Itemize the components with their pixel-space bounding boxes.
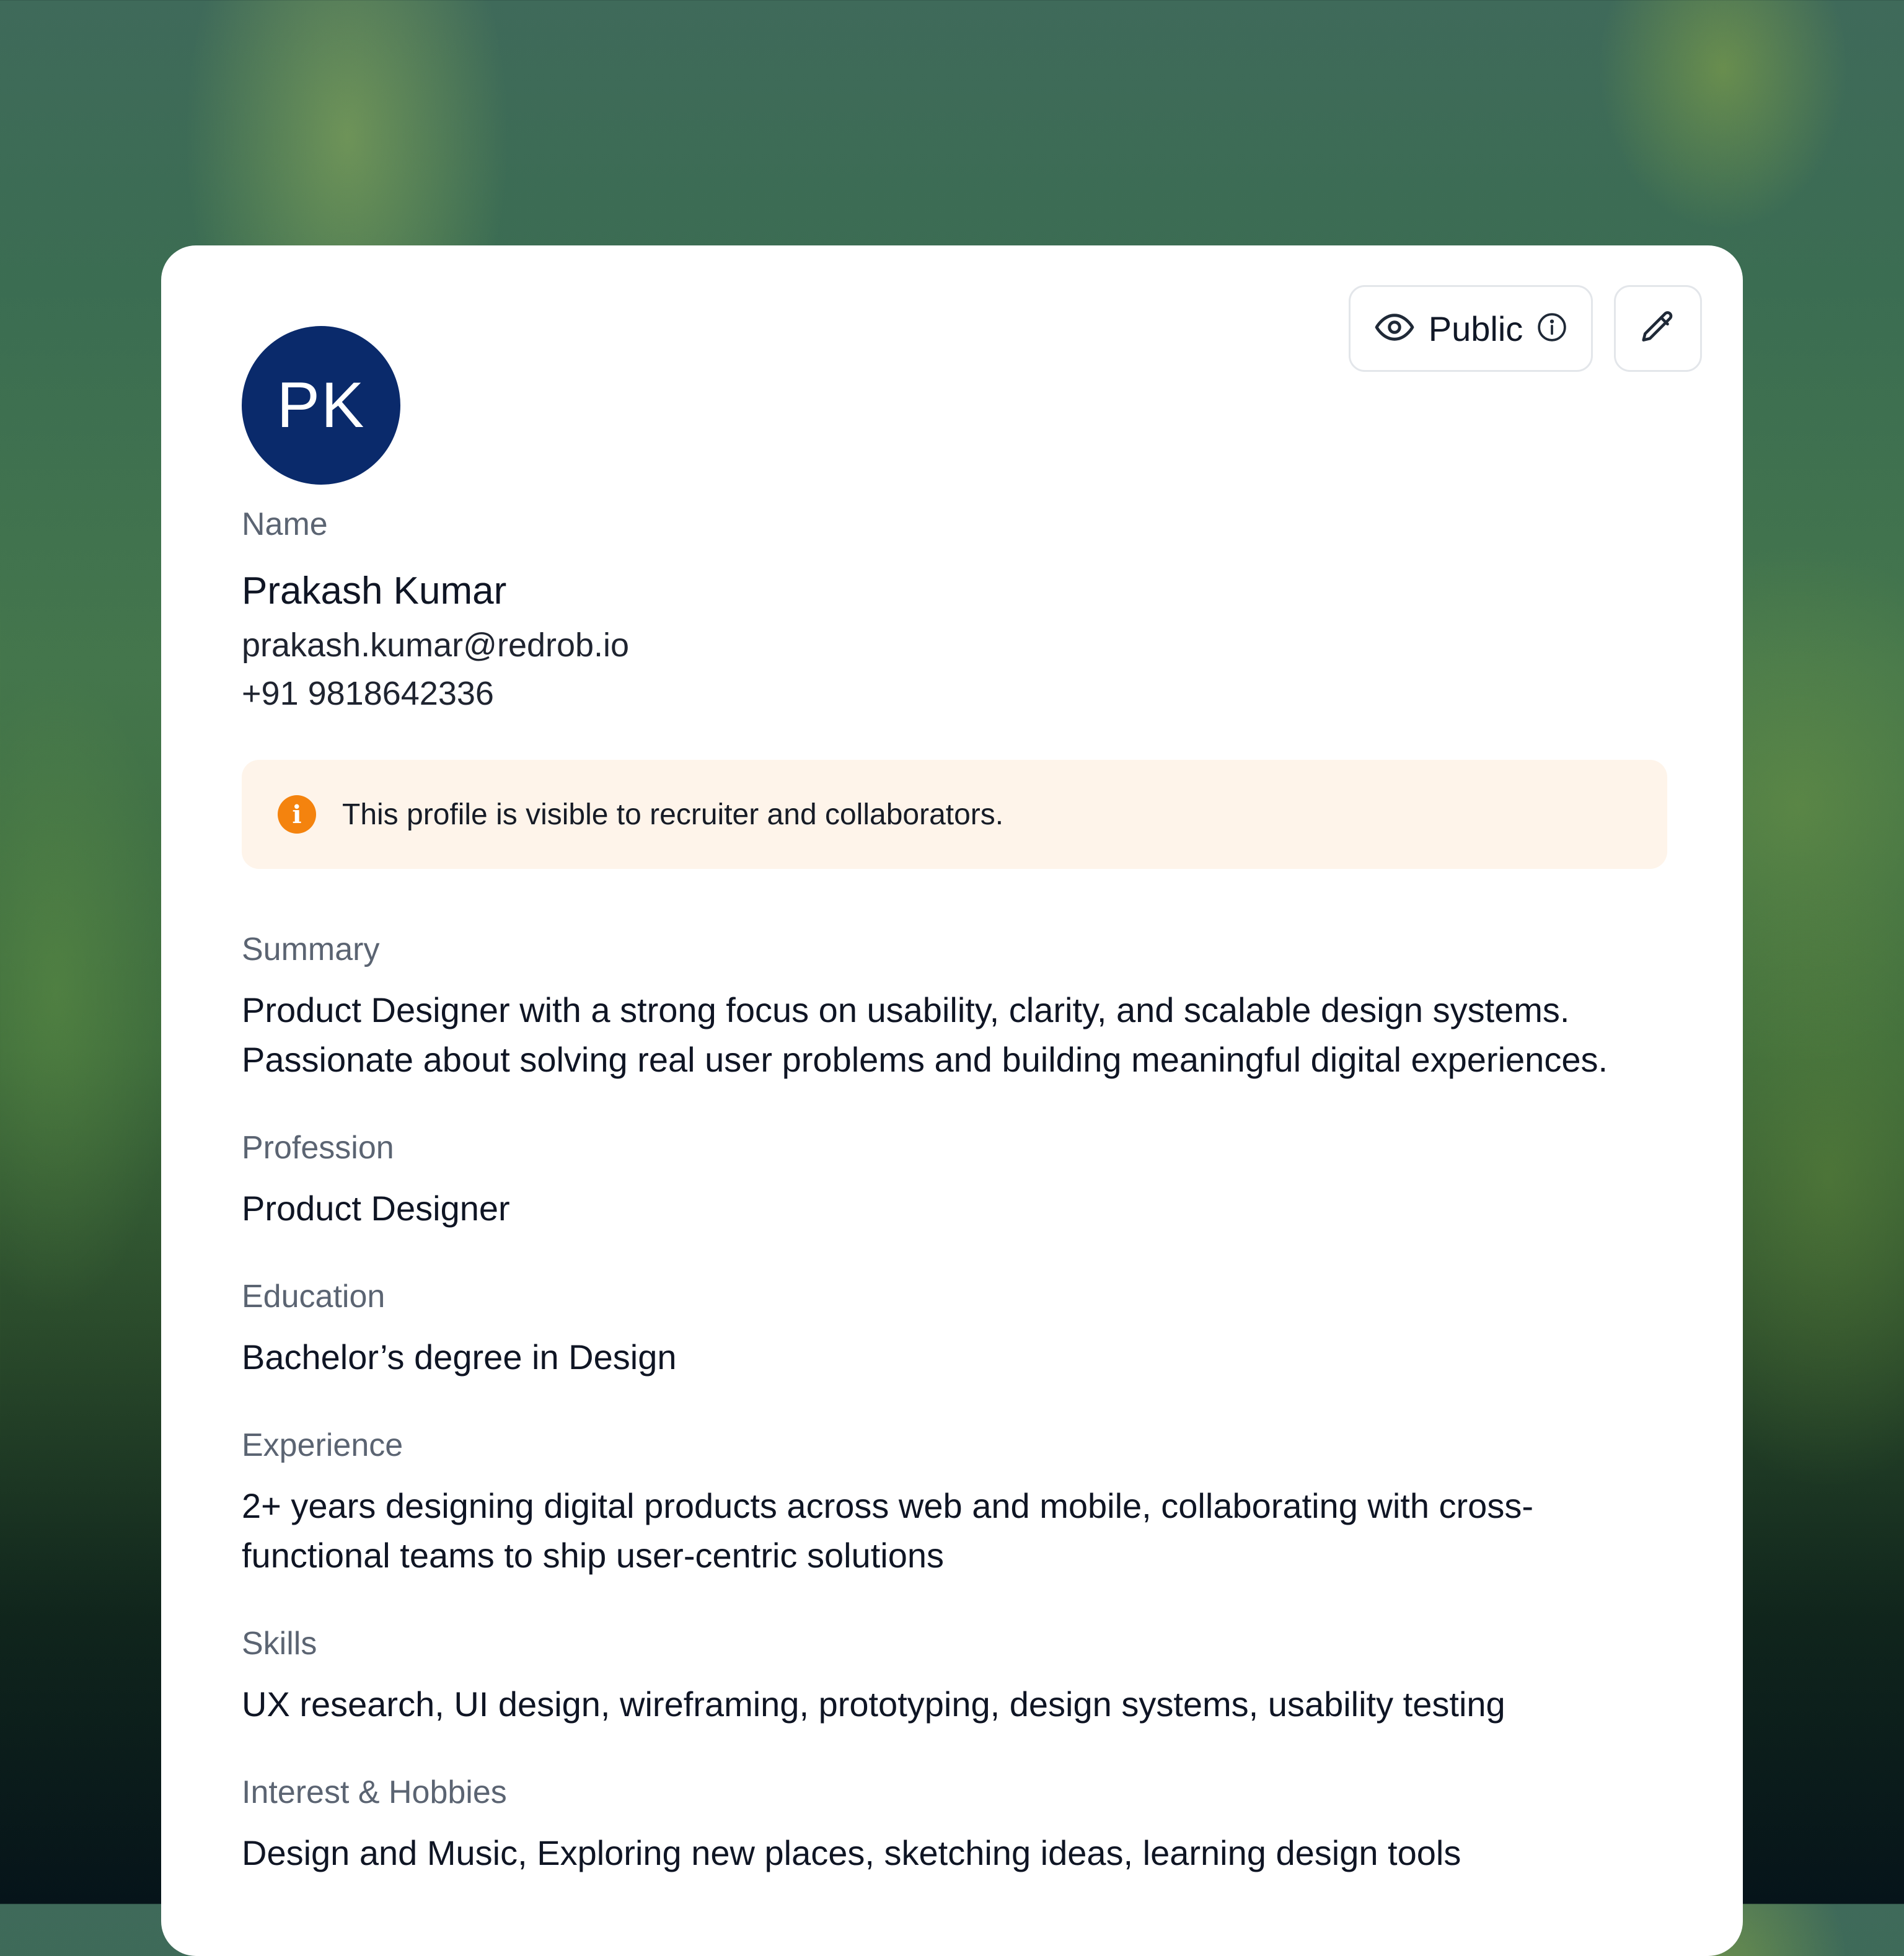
visibility-label: Public: [1428, 309, 1523, 348]
experience-value: 2+ years designing digital products across web and mobile, collaborating with cross-functional teams to ship user-centric solutions: [242, 1486, 1533, 1575]
education-label: Education: [242, 1279, 386, 1315]
profession-label: Profession: [242, 1130, 394, 1166]
visibility-button[interactable]: [1349, 285, 1593, 372]
experience-label: Experience: [242, 1427, 403, 1463]
profile-email: prakash.kumar@redrob.io: [242, 627, 630, 664]
summary-label: Summary: [242, 932, 380, 967]
profile-card: [161, 245, 1743, 1956]
top-actions: [1349, 285, 1702, 372]
profession-value: Product Designer: [242, 1189, 510, 1228]
name-label: Name: [242, 506, 328, 542]
interests-label: Interest & Hobbies: [242, 1774, 507, 1810]
education-value: Bachelor’s degree in Design: [242, 1337, 677, 1377]
visibility-notice: [242, 760, 1667, 869]
summary-value: Product Designer with a strong focus on usability, clarity, and scalable design systems. Passionate about solving real user problems and building meaningful digital experiences.: [242, 990, 1608, 1079]
info-icon[interactable]: [1536, 312, 1567, 346]
profile-phone: +91 9818642336: [242, 675, 494, 712]
pencil-icon: [1639, 308, 1677, 350]
skills-label: Skills: [242, 1626, 317, 1662]
edit-button[interactable]: [1614, 285, 1702, 372]
avatar: [242, 326, 400, 485]
notice-text: This profile is visible to recruiter and collaborators.: [342, 798, 1004, 831]
profile-name: Prakash Kumar: [242, 570, 507, 612]
skills-value: UX research, UI design, wireframing, prototyping, design systems, usability testing: [242, 1685, 1505, 1724]
avatar-initials: PK: [276, 369, 366, 441]
notice-info-icon: i: [278, 795, 316, 834]
eye-icon: [1374, 307, 1415, 351]
interests-value: Design and Music, Exploring new places, sketching ideas, learning design tools: [242, 1833, 1461, 1872]
